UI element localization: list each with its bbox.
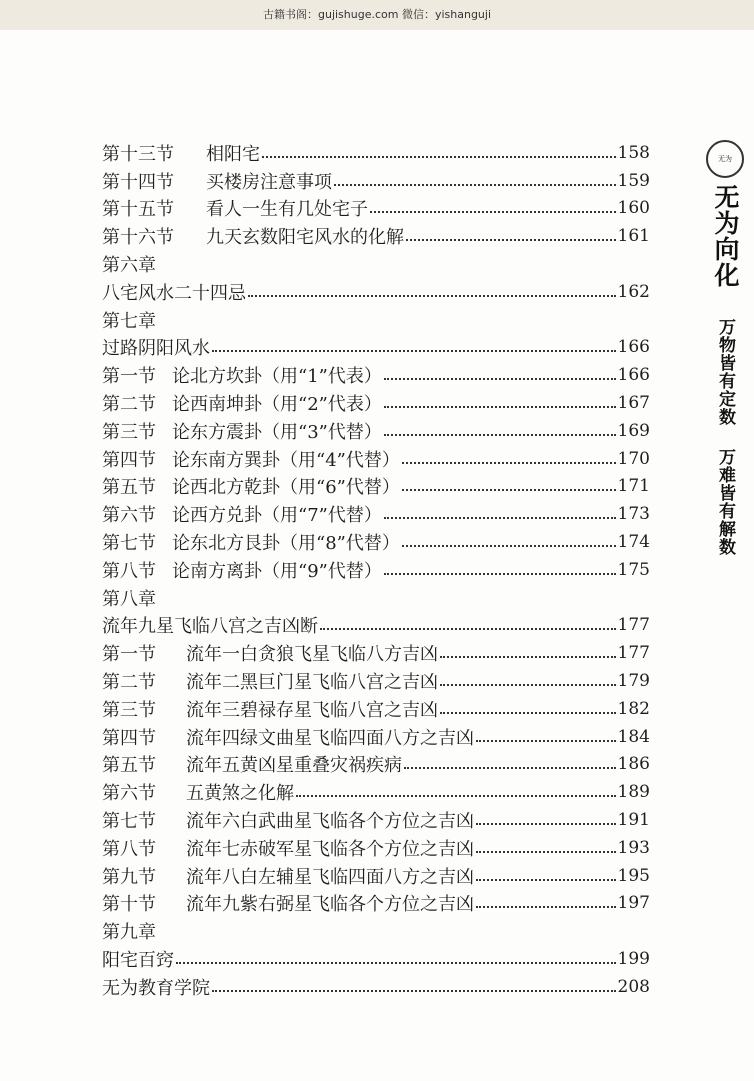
toc-row <box>102 639 650 667</box>
toc-row <box>102 584 650 612</box>
toc-page-number: 158 <box>617 142 650 163</box>
toc-dot-leader <box>212 990 616 992</box>
crown-logo-icon <box>706 140 744 178</box>
toc-page-number: 186 <box>617 754 650 775</box>
toc-row <box>102 222 650 250</box>
toc-row <box>102 890 650 918</box>
toc-page-number: 197 <box>617 893 650 914</box>
toc-row <box>102 612 650 640</box>
toc-title: 论东方震卦（用“3”代替） <box>172 421 382 443</box>
toc-dot-leader <box>262 156 616 158</box>
toc-section-number: 第九节 <box>102 866 156 888</box>
toc-page-number: 159 <box>617 170 650 191</box>
toc-page-number: 171 <box>617 476 650 497</box>
toc-page-number: 173 <box>617 504 650 525</box>
toc-dot-leader <box>384 517 616 519</box>
toc-dot-leader <box>476 740 616 742</box>
toc-page-number: 208 <box>617 976 650 997</box>
toc-dot-leader <box>476 906 616 908</box>
toc-title: 阳宅百窍 <box>102 950 174 971</box>
toc-dot-leader <box>248 295 616 297</box>
toc-page-number: 175 <box>617 559 650 580</box>
toc-title: 流年六白武曲星飞临各个方位之吉凶 <box>186 811 474 833</box>
toc-section-number: 第十五节 <box>102 199 174 221</box>
toc-dot-leader <box>440 656 616 658</box>
toc-dot-leader <box>476 851 616 853</box>
toc-section-number: 第十三节 <box>102 143 174 165</box>
toc-page-number: 170 <box>617 448 650 469</box>
toc-title: 流年一白贪狼飞星飞临八方吉凶 <box>186 644 438 666</box>
toc-section-number: 第四节 <box>102 449 156 471</box>
toc-row <box>102 862 650 890</box>
toc-row <box>102 667 650 695</box>
toc-title: 论东南方巽卦（用“4”代替） <box>172 449 400 471</box>
toc-page-number: 166 <box>617 365 650 386</box>
toc-dot-leader <box>404 767 616 769</box>
toc-row <box>102 195 650 223</box>
toc-page-number: 182 <box>617 698 650 719</box>
toc-dot-leader <box>370 211 616 213</box>
toc-row <box>102 917 650 945</box>
toc-section-number: 第七节 <box>102 533 156 555</box>
toc-title: 流年四绿文曲星飞临四面八方之吉凶 <box>186 727 474 749</box>
toc-row <box>102 417 650 445</box>
toc-page-number: 184 <box>617 726 650 747</box>
toc-dot-leader <box>476 823 616 825</box>
toc-row <box>102 500 650 528</box>
toc-page-number: 162 <box>617 281 650 302</box>
toc-title: 相阳宅 <box>206 143 260 165</box>
toc-section-number: 第十四节 <box>102 171 174 193</box>
slogan-line-3: 万难皆有解数 <box>715 448 735 556</box>
toc-row <box>102 139 650 167</box>
toc-page-number: 177 <box>617 615 650 636</box>
toc-section-number: 第二节 <box>102 394 156 416</box>
toc-dot-leader <box>384 406 616 408</box>
table-of-contents <box>102 139 650 1001</box>
toc-page-number: 166 <box>617 337 650 358</box>
toc-section-number: 第四节 <box>102 727 156 749</box>
toc-title: 过路阴阳风水 <box>102 338 210 360</box>
toc-page-number: 189 <box>617 782 650 803</box>
toc-title: 流年二黑巨门星飞临八宫之吉凶 <box>186 672 438 694</box>
toc-section-number: 第五节 <box>102 477 156 499</box>
toc-row <box>102 834 650 862</box>
toc-title: 第八章 <box>102 588 156 610</box>
toc-row <box>102 334 650 362</box>
toc-title: 九天玄数阳宅风水的化解 <box>206 227 404 249</box>
toc-title: 论南方离卦（用“9”代替） <box>172 560 382 582</box>
toc-page-number: 177 <box>617 643 650 664</box>
toc-title: 流年七赤破军星飞临各个方位之吉凶 <box>186 838 474 860</box>
toc-section-number: 第二节 <box>102 672 156 694</box>
toc-dot-leader <box>176 962 616 964</box>
toc-dot-leader <box>406 239 616 241</box>
toc-row <box>102 695 650 723</box>
toc-page-number: 193 <box>617 837 650 858</box>
toc-row <box>102 806 650 834</box>
toc-row <box>102 473 650 501</box>
toc-row <box>102 278 650 306</box>
toc-page-number: 199 <box>617 949 650 969</box>
toc-section-number: 第三节 <box>102 699 156 721</box>
toc-dot-leader <box>212 350 616 352</box>
toc-row <box>102 389 650 417</box>
toc-dot-leader <box>334 184 616 186</box>
toc-page-number: 174 <box>617 532 650 553</box>
toc-title: 流年三碧禄存星飞临八宫之吉凶 <box>186 699 438 721</box>
toc-page-number: 160 <box>617 198 650 219</box>
toc-section-number: 第八节 <box>102 560 156 582</box>
toc-section-number: 第三节 <box>102 421 156 443</box>
toc-title: 八宅风水二十四忌 <box>102 282 246 304</box>
toc-title: 第九章 <box>102 922 156 944</box>
toc-title: 论北方坎卦（用“1”代表） <box>172 366 382 388</box>
toc-section-number: 第八节 <box>102 838 156 860</box>
toc-row <box>102 306 650 334</box>
toc-row <box>102 528 650 556</box>
toc-dot-leader <box>440 684 616 686</box>
toc-section-number: 第六节 <box>102 783 156 805</box>
toc-section-number: 第七节 <box>102 811 156 833</box>
toc-title: 流年五黄凶星重叠灾祸疾病 <box>186 755 402 777</box>
toc-page-number: 169 <box>617 420 650 441</box>
toc-dot-leader <box>320 628 616 630</box>
toc-dot-leader <box>440 712 616 714</box>
toc-title: 流年八白左辅星飞临四面八方之吉凶 <box>186 866 474 888</box>
logo-text: 无为 <box>718 155 732 163</box>
toc-title: 买楼房注意事项 <box>206 171 332 193</box>
toc-dot-leader <box>402 545 616 547</box>
toc-title: 第七章 <box>102 310 156 332</box>
toc-row <box>102 445 650 473</box>
toc-title: 第六章 <box>102 255 156 277</box>
toc-page-number: 191 <box>617 810 650 831</box>
slogan-line-2: 万物皆有定数 <box>715 318 735 426</box>
toc-title: 论西北方乾卦（用“6”代替） <box>172 477 400 499</box>
toc-title: 看人一生有几处宅子 <box>206 199 368 221</box>
toc-title: 论西南坤卦（用“2”代表） <box>172 394 382 416</box>
toc-section-number: 第一节 <box>102 644 156 666</box>
toc-row <box>102 973 650 1001</box>
toc-page-number: 167 <box>617 393 650 414</box>
toc-title: 论东北方艮卦（用“8”代替） <box>172 533 400 555</box>
toc-section-number: 第十六节 <box>102 227 174 249</box>
toc-title: 流年九星飞临八宫之吉凶断 <box>102 616 318 638</box>
toc-title: 论西方兑卦（用“7”代替） <box>172 505 382 527</box>
toc-section-number: 第十节 <box>102 894 156 916</box>
toc-row <box>102 778 650 806</box>
toc-page-number: 161 <box>617 226 650 247</box>
toc-section-number: 第一节 <box>102 366 156 388</box>
toc-title: 五黄煞之化解 <box>186 783 294 805</box>
toc-row <box>102 723 650 751</box>
toc-row <box>102 945 650 973</box>
toc-page-number: 179 <box>617 671 650 692</box>
toc-row <box>102 361 650 389</box>
toc-dot-leader <box>384 378 616 380</box>
toc-dot-leader <box>402 462 616 464</box>
sidebar-branding <box>700 140 750 556</box>
toc-row <box>102 751 650 779</box>
toc-dot-leader <box>384 434 616 436</box>
toc-row <box>102 556 650 584</box>
toc-title: 无为教育学院 <box>102 977 210 999</box>
toc-dot-leader <box>402 489 616 491</box>
toc-section-number: 第六节 <box>102 505 156 527</box>
toc-title: 流年九紫右弼星飞临各个方位之吉凶 <box>186 894 474 916</box>
toc-section-number: 第五节 <box>102 755 156 777</box>
header-text: 古籍书阁：gujishuge.com 微信：yishanguji <box>262 8 492 21</box>
toc-row <box>102 167 650 195</box>
toc-page-number: 195 <box>617 865 650 886</box>
toc-dot-leader <box>296 795 616 797</box>
toc-row <box>102 250 650 278</box>
toc-dot-leader <box>384 573 616 575</box>
toc-dot-leader <box>476 879 616 881</box>
slogan-main: 无为向化 <box>711 184 740 288</box>
site-header <box>0 0 754 30</box>
